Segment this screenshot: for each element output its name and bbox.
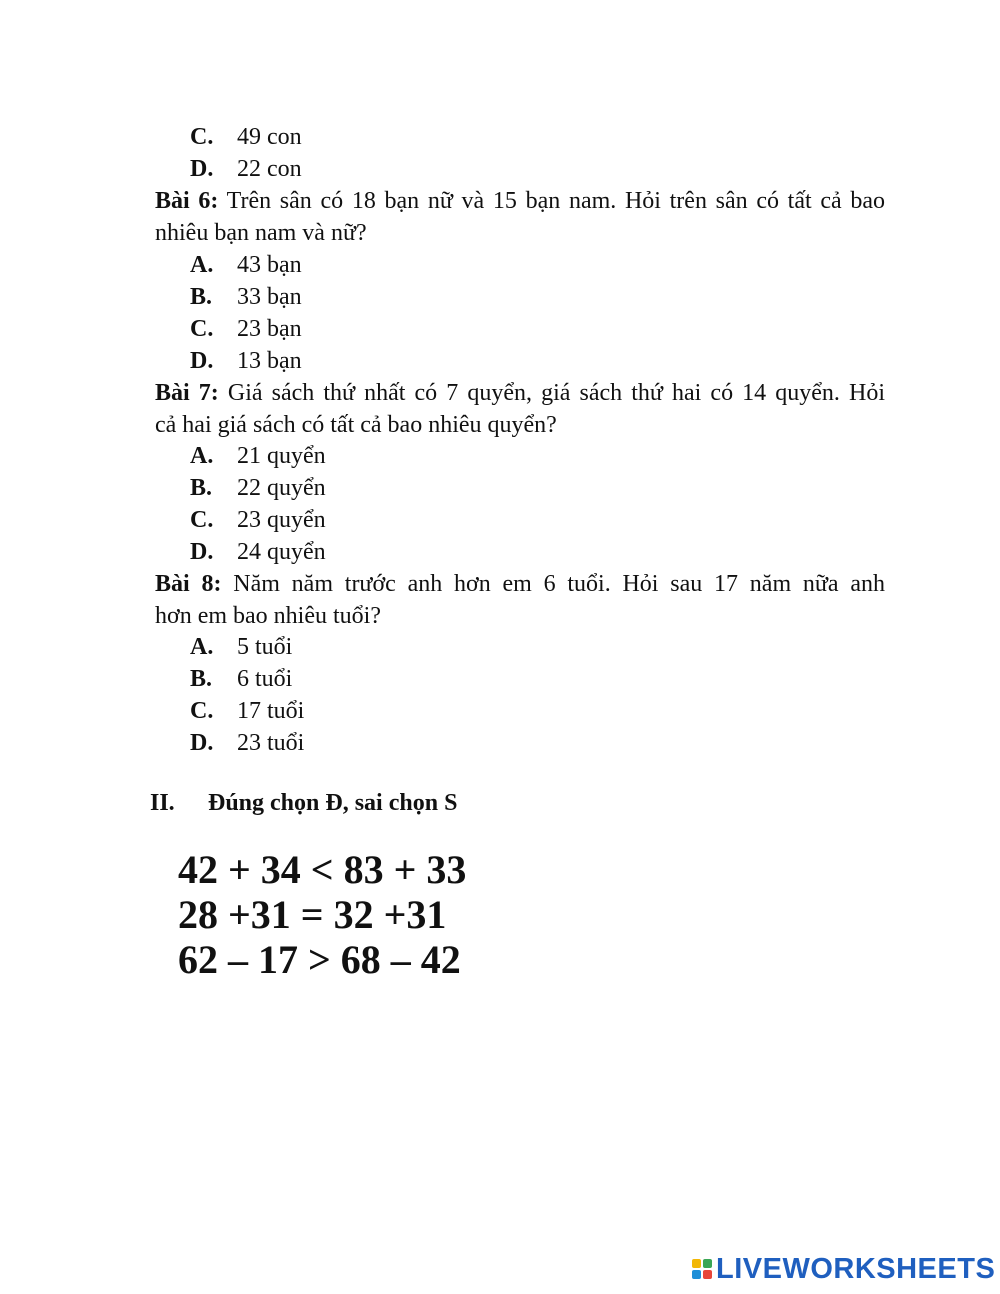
option-letter: C.: [190, 124, 214, 150]
question-label: Bài 7:: [155, 380, 219, 406]
option-text-d: 24 quyển: [237, 539, 326, 565]
question-line-2: hơn em bao nhiêu tuổi?: [155, 603, 381, 629]
logo-square-icon: [703, 1259, 712, 1268]
option-letter-a: A.: [190, 443, 214, 469]
question-bai-7: [155, 377, 885, 441]
option-text: 22 con: [237, 156, 302, 182]
option-text: 49 con: [237, 124, 302, 150]
section-number: II.: [150, 790, 175, 816]
section-title: Đúng chọn Đ, sai chọn S: [208, 790, 458, 816]
option-text-d: 23 tuổi: [237, 730, 305, 756]
option-letter-b: B.: [190, 475, 213, 501]
liveworksheets-logo: [692, 1252, 995, 1286]
option-text-c: 23 bạn: [237, 316, 302, 342]
logo-text: LIVEWORKSHEETS: [716, 1252, 996, 1285]
option-letter-a: A.: [190, 252, 214, 278]
option-letter: D.: [190, 156, 214, 182]
question-text: Giá sách thứ nhất có 7 quyển, giá sách thứ hai có 14 quyển. Hỏi: [218, 380, 885, 406]
question-bai-6: [155, 185, 885, 249]
logo-square-icon: [692, 1270, 701, 1279]
logo-square-icon: [692, 1259, 701, 1268]
question-line-2: nhiêu bạn nam và nữ?: [155, 220, 367, 246]
option-letter-c: C.: [190, 316, 214, 342]
liveworksheets-mark-icon: [692, 1259, 712, 1279]
question-line-1: [155, 568, 885, 600]
true-false-expression-2[interactable]: 28 +31 = 32 +31: [178, 892, 447, 937]
question-line-2: cả hai giá sách có tất cả bao nhiêu quyển?: [155, 412, 557, 438]
option-letter-b: B.: [190, 666, 213, 692]
option-letter-d: D.: [190, 348, 214, 374]
question-bai-8: [155, 568, 885, 632]
question-line-1: [155, 185, 885, 217]
option-text-a: 43 bạn: [237, 252, 302, 278]
question-label: Bài 8:: [155, 571, 222, 597]
option-letter-c: C.: [190, 507, 214, 533]
question-label: Bài 6:: [155, 188, 219, 214]
question-text: Năm năm trước anh hơn em 6 tuổi. Hỏi sau 17 năm nữa anh: [221, 571, 885, 597]
question-line-1: [155, 377, 885, 409]
option-letter-c: C.: [190, 698, 214, 724]
option-text-d: 13 bạn: [237, 348, 302, 374]
true-false-expression-3[interactable]: 62 – 17 > 68 – 42: [178, 937, 461, 982]
option-text-c: 23 quyển: [237, 507, 326, 533]
option-text-b: 33 bạn: [237, 284, 302, 310]
logo-square-icon: [703, 1270, 712, 1279]
option-letter-b: B.: [190, 284, 213, 310]
option-text-b: 6 tuổi: [237, 666, 293, 692]
question-text: Trên sân có 18 bạn nữ và 15 bạn nam. Hỏi trên sân có tất cả bao: [218, 188, 886, 214]
option-letter-d: D.: [190, 730, 214, 756]
option-text-b: 22 quyển: [237, 475, 326, 501]
option-letter-d: D.: [190, 539, 214, 565]
option-text-a: 5 tuổi: [237, 634, 293, 660]
option-text-a: 21 quyển: [237, 443, 326, 469]
true-false-expression-1[interactable]: 42 + 34 < 83 + 33: [178, 847, 467, 892]
option-letter-a: A.: [190, 634, 214, 660]
option-text-c: 17 tuổi: [237, 698, 305, 724]
